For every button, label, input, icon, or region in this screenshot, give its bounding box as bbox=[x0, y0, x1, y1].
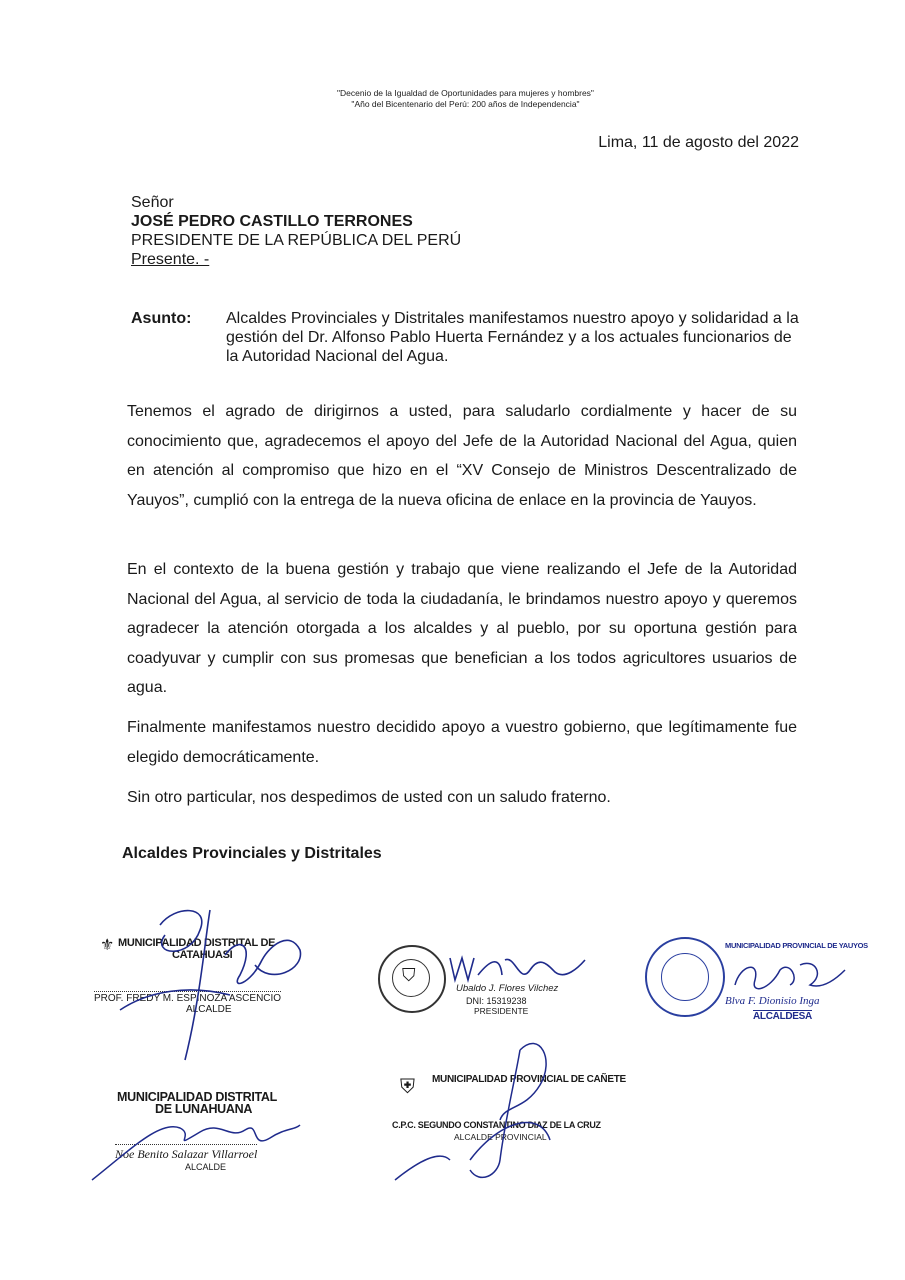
canete-org: MUNICIPALIDAD PROVINCIAL DE CAÑETE bbox=[432, 1074, 626, 1085]
yauyos-signer-role: ALCALDESA bbox=[753, 1011, 812, 1022]
comunidad-signer-name: Ubaldo J. Flores Vilchez bbox=[456, 983, 559, 994]
coat-of-arms-icon: ⛨ bbox=[400, 1076, 415, 1098]
crest-icon: ⚜ bbox=[100, 937, 115, 954]
yauyos-org: MUNICIPALIDAD PROVINCIAL DE YAUYOS bbox=[725, 941, 868, 950]
catahuasi-org-line2: CATAHUASI bbox=[172, 949, 233, 961]
presente: Presente. - bbox=[131, 251, 210, 268]
body-paragraph-4: Sin otro particular, nos despedimos de usted con un saludo fraterno. bbox=[127, 789, 611, 806]
signatures-title: Alcaldes Provinciales y Distritales bbox=[122, 845, 382, 862]
header-line-1: "Decenio de la Igualdad de Oportunidades para mujeres y hombres" bbox=[337, 88, 594, 98]
lunahuana-signer-role: ALCALDE bbox=[185, 1162, 227, 1172]
yauyos-seal bbox=[645, 937, 725, 1017]
comunidad-signer-role: PRESIDENTE bbox=[474, 1006, 529, 1016]
subject-label: Asunto: bbox=[131, 310, 192, 327]
body-paragraph-2: En el contexto de la buena gestión y trabajo que viene realizando el Jefe de la Autoridad Nacional del Agua, al servicio de toda la ciudadanía, le brindamos nuestro apoyo y queremos agradecer la atención otorgada a los alcaldes y al pueblo, por su oportuna gestión para coadyuvar y cumplir con sus promesas que benefician a los todos agricultores usuarios de agua. bbox=[127, 561, 797, 696]
signature-lunahuana bbox=[105, 1090, 325, 1180]
yauyos-signer-name: Blva F. Dionisio Inga bbox=[725, 995, 820, 1007]
subject-text: Alcaldes Provinciales y Distritales manifestamos nuestro apoyo y solidaridad a la gestión del Dr. Alfonso Pablo Huerta Fernández y a los actuales funcionarios de la Autoridad Nacional del Agua. bbox=[226, 310, 799, 365]
recipient-name: JOSÉ PEDRO CASTILLO TERRONES bbox=[131, 213, 413, 230]
catahuasi-signer-name: PROF. FREDY M. ESPINOZA ASCENCIO bbox=[94, 993, 282, 1004]
signature-canete bbox=[392, 1068, 626, 1148]
recipient-title: PRESIDENTE DE LA REPÚBLICA DEL PERÚ bbox=[131, 232, 462, 249]
body-paragraph-1: Tenemos el agrado de dirigirnos a usted, para saludarlo cordialmente y hacer de su conocimiento que, agradecemos el apoyo del Jefe de la Autoridad Nacional del Agua, quien en atención al compromiso que hizo en el “XV Consejo de Ministros Descentralizado de Yauyos”, cumplió con la entrega de la nueva oficina de enlace en la provincia de Yauyos. bbox=[127, 403, 797, 509]
header-line-2: "Año del Bicentenario del Perú: 200 años de Independencia" bbox=[351, 99, 580, 109]
comunidad-seal bbox=[378, 945, 446, 1013]
catahuasi-org-line1: MUNICIPALIDAD DISTRITAL DE bbox=[118, 937, 276, 949]
lunahuana-signer-name: Noe Benito Salazar Villarroel bbox=[115, 1144, 257, 1162]
lunahuana-org-line1: MUNICIPALIDAD DISTRITAL bbox=[117, 1090, 277, 1104]
recipient-block bbox=[131, 193, 461, 269]
document-header bbox=[0, 88, 905, 110]
body-paragraph-3: Finalmente manifestamos nuestro decidido apoyo a vuestro gobierno, que legítimamente fue elegido democráticamente. bbox=[127, 719, 797, 766]
canete-signer-name: C.P.C. SEGUNDO CONSTANTINO DIAZ DE LA CRUZ bbox=[392, 1120, 601, 1130]
lunahuana-org-line2: DE LUNAHUANA bbox=[155, 1102, 253, 1116]
signature-yauyos bbox=[645, 935, 868, 1025]
canete-signer-role: ALCALDE PROVINCIAL bbox=[454, 1132, 547, 1142]
salutation: Señor bbox=[131, 194, 174, 211]
comunidad-signer-dni: DNI: 15319238 bbox=[466, 996, 527, 1006]
shield-icon: ⛉ bbox=[402, 965, 416, 985]
letter-date: Lima, 11 de agosto del 2022 bbox=[598, 134, 799, 151]
signature-comunidad bbox=[378, 945, 588, 1025]
signature-catahuasi bbox=[94, 905, 324, 1015]
catahuasi-signer-role: ALCALDE bbox=[186, 1004, 232, 1015]
